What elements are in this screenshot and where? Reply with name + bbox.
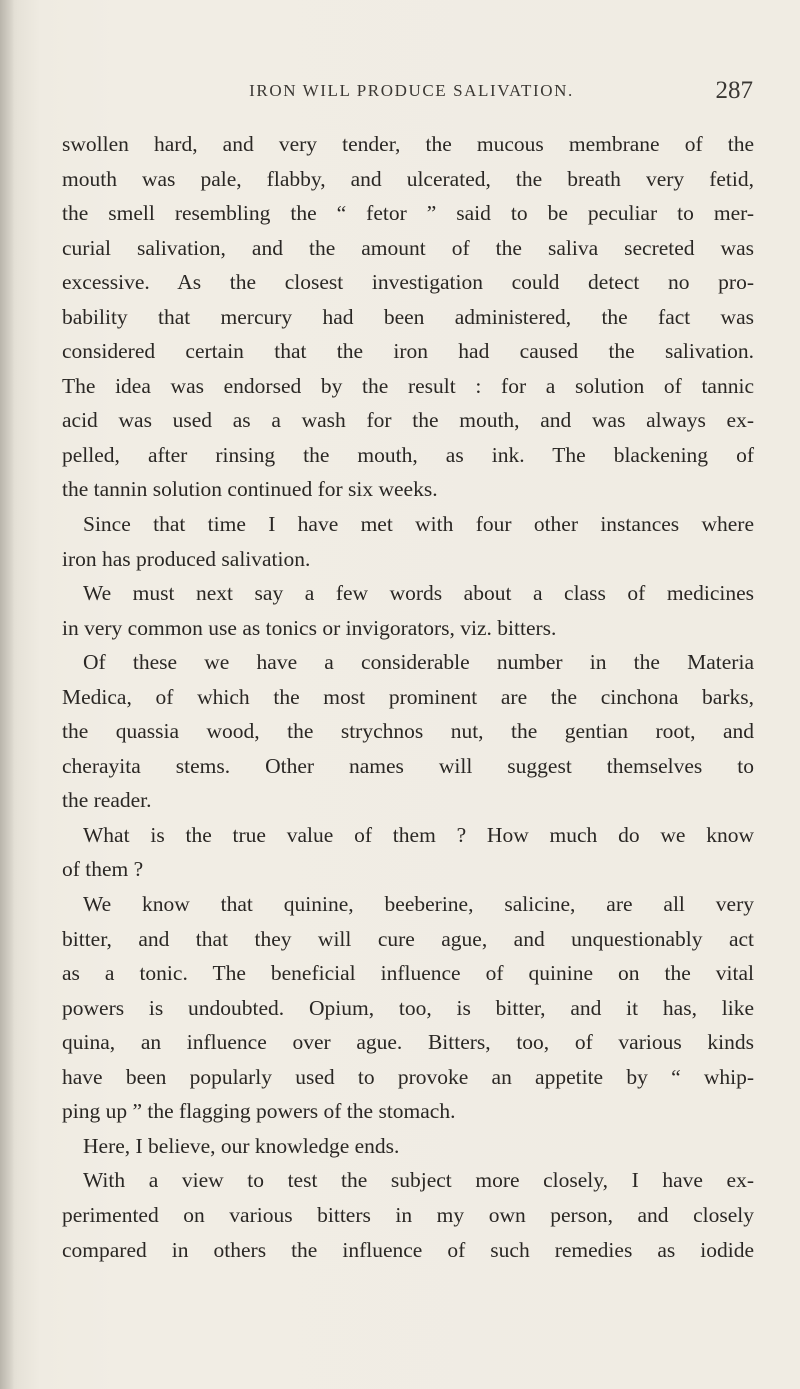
text-line: compared in others the influence of such remedies as iodide [62,1237,754,1262]
running-title: IRON WILL PRODUCE SALIVATION. [249,81,574,100]
text-line: Of these we have a considerable number in the Materia [83,650,754,675]
text-line: as a tonic. The beneficial influence of quinine on the vital [62,961,754,986]
text-line: powers is undoubted. Opium, too, is bitter, and it has, like [62,995,754,1020]
body-text [62,127,754,1267]
text-line: cherayita stems. Other names will suggest themselves to [62,753,754,778]
text-line: Since that time I have met with four other instances where [83,512,754,537]
text-line: iron has produced salivation. [62,546,311,571]
text-line: bability that mercury had been administered, the fact was [62,304,754,329]
text-line: What is the true value of them ? How much do we know [83,822,754,847]
text-line: mouth was pale, flabby, and ulcerated, the breath very fetid, [62,166,754,191]
text-line: bitter, and that they will cure ague, and unquestionably act [62,926,754,951]
text-line: the tannin solution continued for six weeks. [62,477,438,502]
text-line: The idea was endorsed by the result : for a solution of tannic [62,373,754,398]
text-line: We know that quinine, beeberine, salicine, are all very [83,892,754,917]
text-line: With a view to test the subject more closely, I have ex- [83,1168,754,1193]
text-line: swollen hard, and very tender, the mucous membrane of the [62,132,754,156]
text-line: perimented on various bitters in my own person, and closely [62,1202,754,1227]
text-line: the reader. [62,788,152,813]
page-number: 287 [715,77,753,104]
text-line: Here, I believe, our knowledge ends. [83,1133,400,1158]
text-line: the quassia wood, the strychnos nut, the gentian root, and [62,719,754,744]
text-line: considered certain that the iron had caused the salivation. [62,339,754,364]
text-line: excessive. As the closest investigation could detect no pro- [62,270,754,295]
running-head [70,79,753,109]
text-line: curial salivation, and the amount of the saliva secreted was [62,235,754,260]
text-line: have been popularly used to provoke an appetite by “ whip- [62,1064,754,1089]
text-line: acid was used as a wash for the mouth, and was always ex- [62,408,754,433]
text-line: the smell resembling the “ fetor ” said to be peculiar to mer- [62,201,754,226]
text-line: in very common use as tonics or invigorators, viz. bitters. [62,615,557,640]
text-line: quina, an influence over ague. Bitters, too, of various kinds [62,1030,754,1055]
text-line: We must next say a few words about a class of medicines [83,581,754,606]
text-line: of them ? [62,857,144,882]
text-line: ping up ” the flagging powers of the stomach. [62,1099,456,1124]
text-line: Medica, of which the most prominent are the cinchona barks, [62,684,754,709]
page-spine-shadow [0,0,14,1389]
text-line: pelled, after rinsing the mouth, as ink. The blackening of [62,442,754,467]
